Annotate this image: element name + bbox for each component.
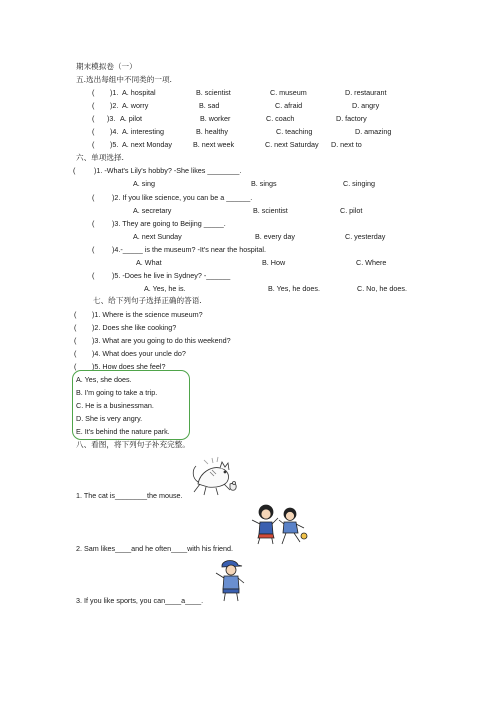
answer-paren[interactable]: ( (74, 362, 77, 371)
question-stem: )1. Where is the science museum? (92, 310, 203, 319)
option-c: C. yesterday (345, 232, 386, 241)
option-c: C. No, he does. (357, 284, 407, 293)
option-b: B. scientist (196, 88, 231, 97)
option-a: A. worry (122, 101, 149, 110)
answer-paren[interactable]: ( (92, 193, 95, 202)
boy-with-cap-icon (212, 557, 250, 603)
page-title: 期末模拟卷（一） (76, 62, 137, 71)
option-c: C. Where (356, 258, 387, 267)
option-b: B. every day (255, 232, 295, 241)
option-a: A. next Monday (122, 140, 172, 149)
option-c: C. coach (266, 114, 295, 123)
option-d: D. amazing (355, 127, 392, 136)
option-c: C. next Saturday (265, 140, 319, 149)
question-number: )3. (107, 114, 116, 123)
question-number: )2. (110, 101, 119, 110)
fill-sentence: 1. The cat is________the mouse. (76, 491, 183, 500)
answer-paren[interactable]: ( (92, 219, 95, 228)
option-a: A. next Sunday (133, 232, 182, 241)
question-stem: )2. Does she like cooking? (92, 323, 177, 332)
option-b: B. worker (200, 114, 231, 123)
option-a: A. interesting (122, 127, 164, 136)
question-stem: )2. If you like science, you can be a ______. (112, 193, 253, 202)
answer-option: E. It's behind the nature park. (76, 427, 170, 436)
option-b: B. healthy (196, 127, 228, 136)
answer-paren[interactable]: ( (92, 271, 95, 280)
cat-chasing-mouse-icon (190, 454, 240, 498)
question-stem: )5. How does she feel? (92, 362, 166, 371)
option-a: A. secretary (133, 206, 172, 215)
option-c: C. singing (343, 179, 375, 188)
answer-paren[interactable]: ( (74, 323, 77, 332)
option-d: D. angry (352, 101, 380, 110)
option-b: B. next week (193, 140, 235, 149)
option-c: C. afraid (275, 101, 303, 110)
question-stem: )3. What are you going to do this weekend? (92, 336, 231, 345)
question-number: )1. (110, 88, 119, 97)
option-b: B. Yes, he does. (268, 284, 320, 293)
option-a: A. hospital (122, 88, 156, 97)
question-stem: )4.-_____ is the museum? -It's near the hospital. (112, 245, 266, 254)
fill-sentence: 2. Sam likes____and he often____with his friend. (76, 544, 234, 553)
option-c: C. museum (270, 88, 307, 97)
two-kids-playing-icon (246, 500, 310, 546)
option-a: A. What (136, 258, 162, 267)
answer-paren[interactable]: ( (92, 88, 95, 97)
section8-heading: 八、看图，将下列句子补充完整。 (76, 440, 190, 449)
option-a: A. sing (133, 179, 155, 188)
option-b: B. sings (251, 179, 277, 188)
answer-paren[interactable]: ( (74, 336, 77, 345)
question-number: )5. (110, 140, 119, 149)
question-stem: )1. -What's Lily's hobby? -She likes ________. (94, 166, 242, 175)
option-d: D. factory (336, 114, 367, 123)
answer-paren[interactable]: ( (92, 101, 95, 110)
question-stem: )5. -Does he live in Sydney? -______ (112, 271, 231, 280)
question-stem: )3. They are going to Beijing _____. (112, 219, 226, 228)
option-c: C. pilot (340, 206, 363, 215)
answer-option: A. Yes, she does. (76, 375, 132, 384)
answer-paren[interactable]: ( (92, 114, 95, 123)
section5-heading: 五.选出每组中不同类的一项. (76, 75, 172, 84)
section7-heading: 七、给下列句子选择正确的答语. (93, 296, 202, 305)
question-stem: )4. What does your uncle do? (92, 349, 186, 358)
fill-sentence: 3. If you like sports, you can____a____. (76, 596, 204, 605)
answer-paren[interactable]: ( (73, 166, 76, 175)
answer-option: D. She is very angry. (76, 414, 143, 423)
option-d: D. restaurant (345, 88, 387, 97)
option-a: A. pilot (120, 114, 142, 123)
answer-option: B. I'm going to take a trip. (76, 388, 158, 397)
option-b: B. How (262, 258, 286, 267)
option-b: B. scientist (253, 206, 288, 215)
option-b: B. sad (199, 101, 220, 110)
question-number: )4. (110, 127, 119, 136)
answer-paren[interactable]: ( (74, 310, 77, 319)
answer-paren[interactable]: ( (92, 127, 95, 136)
answer-paren[interactable]: ( (92, 140, 95, 149)
answer-option: C. He is a businessman. (76, 401, 154, 410)
answer-paren[interactable]: ( (92, 245, 95, 254)
option-a: A. Yes, he is. (144, 284, 186, 293)
section6-heading: 六、单项选择. (76, 153, 124, 162)
answer-paren[interactable]: ( (74, 349, 77, 358)
option-c: C. teaching (276, 127, 313, 136)
option-d: D. next to (331, 140, 362, 149)
